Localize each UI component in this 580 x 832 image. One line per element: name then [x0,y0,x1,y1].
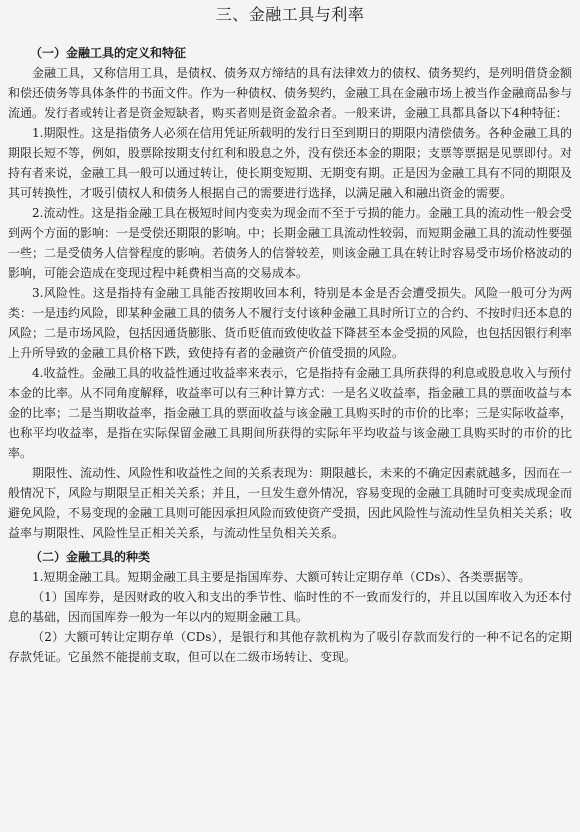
paragraph-liquidity: 2.流动性。这是指金融工具在极短时间内变卖为现金而不至于亏损的能力。金融工具的流动性一般会受到两个方面的影响：一是受偿还期限的影响。中；长期金融工具流动性较弱，而短期金融工具的流动性要强一些；二是受债务人信誉程度的影响。若债务人的信誉较差，则该金融工具在转让时容易受市场价格波动的影响，可能会造成在变现过程中耗费相当高的交易成本。 [8,206,573,280]
paragraph-relationship: 期限性、流动性、风险性和收益性之间的关系表现为：期限越长，未来的不确定因素就越多，因而在一般情况下，风险与期限呈正相关关系；并且，一旦发生意外情况，容易变现的金融工具随时可变卖成现金而避免风险，不易变现的金融工具则可能因承担风险而致使资产受损，因此风险性与流动性呈负相关关系；收益率与期限性、风险性呈正相关关系，与流动性呈负相关关系。 [8,466,573,540]
paragraph-definition: 金融工具，又称信用工具，是债权、债务双方缔结的具有法律效力的债权、债务契约，是列明借贷金额和偿还债务等具体条件的书面文件。作为一种债权、债务契约，金融工具在金融市场上被当作金融商品参与流通。发行者或转让者是资金短缺者，购买者则是资金盈余者。一般来讲，金融工具都具备以下4种特征： [8,66,573,120]
paragraph-term: 1.期限性。这是指债务人必须在信用凭证所载明的发行日至到期日的期限内清偿债务。各种金融工具的期限长短不等，例如，股票除按期支付红利和股息之外，没有偿还本金的期限；支票等票据是见票即付。对持有者来说，金融工具一般可以通过转让，使长期变短期、无期变有期。正是因为金融工具有不同的期限及其可转换性，才吸引债权人和债务人根据自己的需要进行选择，以满足融入和融出资金的需要。 [8,126,573,200]
paragraph-short-term: 1.短期金融工具。短期金融工具主要是指国库券、大额可转让定期存单（CDs）、各类票据等。 [32,570,531,584]
section-heading-definition: （一）金融工具的定义和特征 [30,46,187,60]
page-title: 三、金融工具与利率 [215,5,365,24]
paragraph-cds: （2）大额可转让定期存单（CDs），是银行和其他存款机构为了吸引存款而发行的一种不记名的定期存款凭证。它虽然不能提前支取，但可以在二级市场转让、变现。 [8,630,572,664]
paragraph-return: 4.收益性。金融工具的收益性通过收益率来表示，它是指持有金融工具所获得的利息或股息收入与预付本金的比率。从不同角度解释，收益率可以有三种计算方式：一是名义收益率，指金融工具的票面收益与本金的比率；二是当期收益率，指金融工具的票面收益与该金融工具购买时的市价的比率；三是实际收益率，也称平均收益率，是指在实际保留金融工具期间所获得的实际年平均收益与该金融工具购买时的市价的比率。 [8,366,573,460]
paragraph-treasury-bills: （1）国库券，是因财政的收入和支出的季节性、临时性的不一致而发行的，并且以国库收入为还本付息的基础，因而国库券一般为一年以内的短期金融工具。 [8,590,572,624]
section-heading-types: （二）金融工具的种类 [30,550,151,564]
paragraph-risk: 3.风险性。这是指持有金融工具能否按期收回本利，特别是本金是否会遭受损失。风险一般可分为两类：一是违约风险，即某种金融工具的债务人不履行支付该种金融工具时所订立的合约、不按时归还本息的风险；二是市场风险，包括因通货膨胀、货币贬值而致使收益下降甚至本金受损的风险，也包括因银行利率上升所导致的金融工具价格下跌，致使持有者的金融资产价值受损的风险。 [8,286,573,360]
